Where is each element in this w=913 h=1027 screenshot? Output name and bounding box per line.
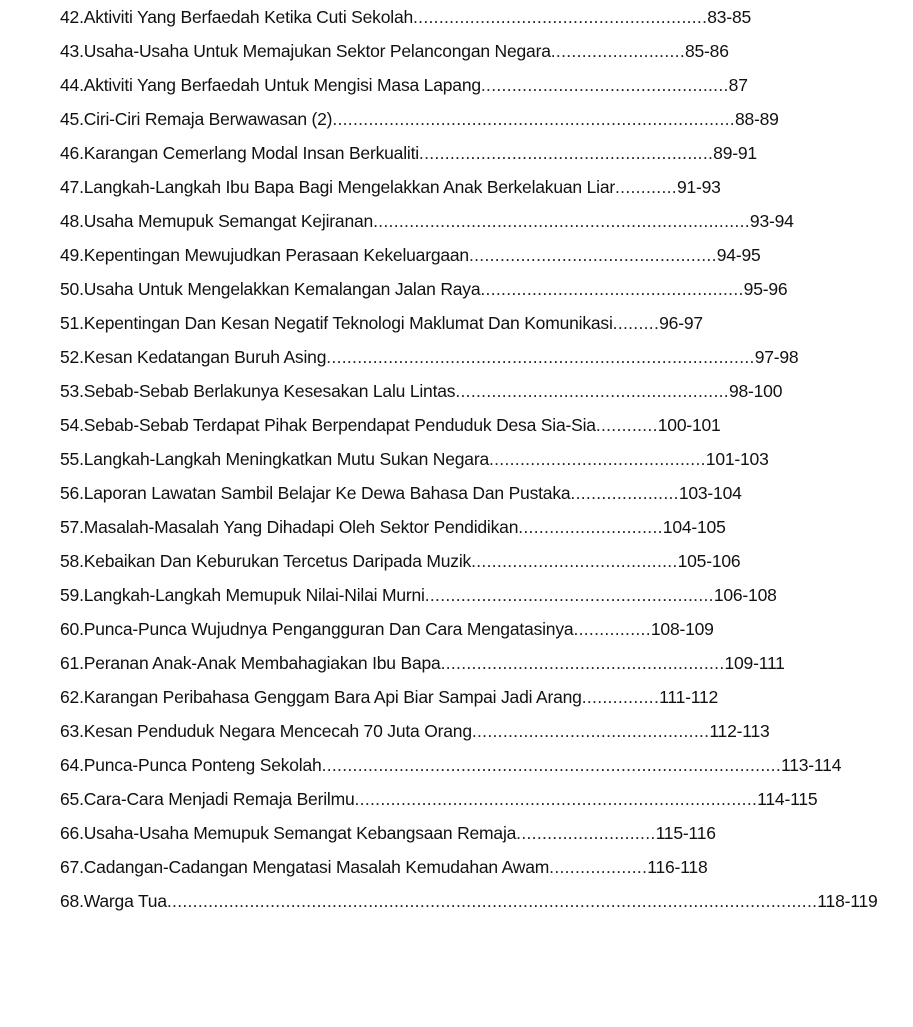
toc-entry <box>60 410 721 440</box>
toc-entry-pages: 91-93 <box>676 177 721 197</box>
toc-entry-leader: ................................................... <box>480 279 744 299</box>
toc-entry-title: 55.Langkah-Langkah Meningkatkan Mutu Sukan Negara <box>60 449 489 469</box>
toc-entry-title: 63.Kesan Penduduk Negara Mencecah 70 Juta Orang <box>60 721 472 741</box>
toc-entry-leader: ................................................................................... <box>326 347 755 367</box>
toc-entry-title: 47.Langkah-Langkah Ibu Bapa Bagi Mengelakkan Anak Berkelakuan Liar <box>60 177 615 197</box>
toc-entry-pages: 97-98 <box>754 347 799 367</box>
toc-entry-title: 50.Usaha Untuk Mengelakkan Kemalangan Jalan Raya <box>60 279 481 299</box>
toc-entry <box>60 240 761 270</box>
toc-entry-leader: ......................................................................... <box>373 211 750 231</box>
toc-entry-leader: ............ <box>595 415 658 435</box>
toc-entry-title: 45.Ciri-Ciri Remaja Berwawasan (2) <box>60 109 333 129</box>
toc-entry-title: 46.Karangan Cemerlang Modal Insan Berkualiti <box>60 143 419 163</box>
toc-entry-title: 62.Karangan Peribahasa Genggam Bara Api Biar Sampai Jadi Arang <box>60 687 582 707</box>
toc-entry-leader: ......................................................... <box>413 7 708 27</box>
toc-entry-title: 66.Usaha-Usaha Memupuk Semangat Kebangsaan Remaja <box>60 823 517 843</box>
toc-entry-leader: ..................................................... <box>455 381 729 401</box>
toc-entry-pages: 104-105 <box>662 517 726 537</box>
toc-entry-title: 57.Masalah-Masalah Yang Dihadapi Oleh Sektor Pendidikan <box>60 517 519 537</box>
toc-entry <box>60 172 721 202</box>
toc-entry-pages: 96-97 <box>659 313 703 333</box>
toc-entry-pages: 88-89 <box>734 109 779 129</box>
toc-entry <box>60 784 817 814</box>
toc-entry-leader: ................................................ <box>468 245 717 265</box>
toc-entry-pages: 89-91 <box>713 143 757 163</box>
toc-entry-title: 59.Langkah-Langkah Memupuk Nilai-Nilai Murni <box>60 585 425 605</box>
toc-entry-title: 42.Aktiviti Yang Berfaedah Ketika Cuti Sekolah <box>60 7 414 27</box>
toc-entry-pages: 98-100 <box>728 381 783 401</box>
toc-entry-pages: 115-116 <box>655 823 716 843</box>
toc-entry-title: 65.Cara-Cara Menjadi Remaja Berilmu <box>60 789 355 809</box>
toc-entry <box>60 2 751 32</box>
toc-entry-leader: ........................................ <box>471 551 678 571</box>
toc-entry-pages: 85-86 <box>684 41 729 61</box>
toc-entry-leader: .......................... <box>550 41 685 61</box>
toc-entry-pages: 116-118 <box>647 857 708 877</box>
toc-entry-pages: 100-101 <box>657 415 721 435</box>
toc-entry-pages: 87 <box>728 75 748 95</box>
toc-entry <box>60 750 841 780</box>
toc-entry-leader: .............................................................................................................................. <box>166 891 818 911</box>
toc-entry <box>60 512 726 542</box>
toc-entry-leader: ........................................................ <box>424 585 714 605</box>
toc-entry <box>60 546 740 576</box>
toc-entry <box>60 580 777 610</box>
toc-entry <box>60 104 779 134</box>
toc-entry-leader: .......................................... <box>488 449 706 469</box>
toc-entry-pages: 112-113 <box>709 721 770 741</box>
toc-entry-pages: 118-119 <box>817 891 878 911</box>
toc-entry-title: 56.Laporan Lawatan Sambil Belajar Ke Dewa Bahasa Dan Pustaka <box>60 483 571 503</box>
toc-entry-title: 54.Sebab-Sebab Terdapat Pihak Berpendapat Penduduk Desa Sia-Sia <box>60 415 596 435</box>
toc-entry-title: 67.Cadangan-Cadangan Mengatasi Masalah Kemudahan Awam <box>60 857 550 877</box>
toc-entry-pages: 113-114 <box>781 755 842 775</box>
toc-entry-pages: 106-108 <box>713 585 777 605</box>
toc-entry-title: 61.Peranan Anak-Anak Membahagiakan Ibu Bapa <box>60 653 441 673</box>
toc-entry <box>60 36 729 66</box>
toc-entry <box>60 614 714 644</box>
toc-entry-pages: 108-109 <box>650 619 714 639</box>
toc-entry-leader: ......................................................... <box>418 143 714 163</box>
toc-entry-pages: 114-115 <box>757 789 818 809</box>
toc-entry <box>60 376 782 406</box>
toc-entry <box>60 478 742 508</box>
toc-entry-leader: ................... <box>549 857 648 877</box>
toc-entry <box>60 138 757 168</box>
toc-entry-pages: 103-104 <box>678 483 742 503</box>
toc-entry-leader: .............................................................................. <box>332 109 735 129</box>
toc-entry-pages: 105-106 <box>677 551 741 571</box>
toc-entry-title: 43.Usaha-Usaha Untuk Memajukan Sektor Pelancongan Negara <box>60 41 551 61</box>
toc-entry-title: 64.Punca-Punca Ponteng Sekolah <box>60 755 322 775</box>
toc-entry <box>60 444 769 474</box>
toc-entry-pages: 111-112 <box>659 687 719 707</box>
toc-entry-title: 44.Aktiviti Yang Berfaedah Untuk Mengisi Masa Lapang <box>60 75 481 95</box>
toc-entry-pages: 95-96 <box>743 279 788 299</box>
toc-entry-title: 52.Kesan Kedatangan Buruh Asing <box>60 347 327 367</box>
toc-entry-leader: ......... <box>612 313 660 333</box>
toc-entry-leader: .............................................................................. <box>354 789 758 809</box>
toc-entry <box>60 716 770 746</box>
toc-entry-leader: ............ <box>615 177 677 197</box>
toc-entry-leader: ............... <box>581 687 660 707</box>
toc-entry <box>60 852 707 882</box>
toc-entry <box>60 818 716 848</box>
toc-entry-leader: ......................................................................................... <box>321 755 781 775</box>
toc-entry-title: 48.Usaha Memupuk Semangat Kejiranan <box>60 211 374 231</box>
toc-entry-pages: 83-85 <box>707 7 752 27</box>
toc-entry-leader: ........................... <box>516 823 656 843</box>
toc-entry-title: 53.Sebab-Sebab Berlakunya Kesesakan Lalu Lintas <box>60 381 456 401</box>
toc-entry-title: 58.Kebaikan Dan Keburukan Tercetus Daripada Muzik <box>60 551 472 571</box>
toc-entry-leader: ....................................................... <box>440 653 725 673</box>
toc-entry-leader: ............................ <box>518 517 663 537</box>
toc-entry-title: 49.Kepentingan Mewujudkan Perasaan Kekeluargaan <box>60 245 469 265</box>
toc-entry-leader: ............... <box>573 619 651 639</box>
toc-entry-pages: 109-111 <box>724 653 785 673</box>
toc-entry <box>60 308 703 338</box>
toc-entry <box>60 70 748 100</box>
toc-entry-title: 60.Punca-Punca Wujudnya Pengangguran Dan Cara Mengatasinya <box>60 619 574 639</box>
toc-entry <box>60 342 798 372</box>
toc-entry <box>60 274 787 304</box>
toc-entry-title: 51.Kepentingan Dan Kesan Negatif Teknologi Maklumat Dan Komunikasi <box>60 313 613 333</box>
toc-entry-leader: ..................... <box>570 483 679 503</box>
toc-entry <box>60 682 718 712</box>
toc-entry <box>60 886 878 916</box>
toc-entry <box>60 206 794 236</box>
toc-entry-pages: 93-94 <box>749 211 794 231</box>
toc-entry-title: 68.Warga Tua <box>60 891 167 911</box>
toc-entry <box>60 648 785 678</box>
toc-entry-pages: 94-95 <box>716 245 761 265</box>
toc-entry-pages: 101-103 <box>705 449 769 469</box>
toc-entry-leader: ................................................ <box>480 75 729 95</box>
toc-entry-leader: .............................................. <box>471 721 710 741</box>
